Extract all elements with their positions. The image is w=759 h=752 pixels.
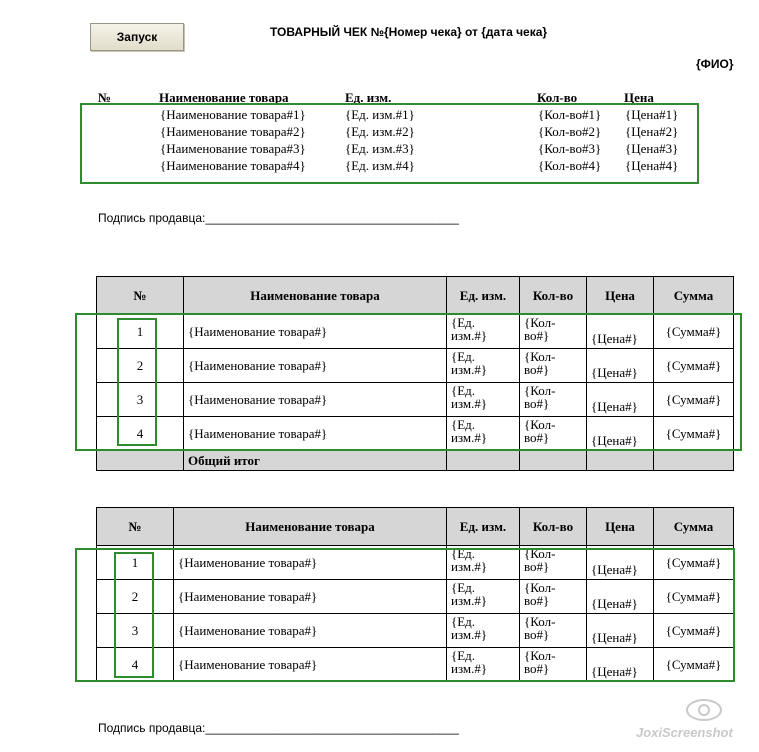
row-sum: {Сумма#} xyxy=(654,417,734,451)
qty-line-1: {Кол- xyxy=(524,349,556,364)
list-header-price: Цена xyxy=(624,90,654,105)
total-sum-cell xyxy=(654,451,734,471)
unit-line-2: изм.#} xyxy=(451,430,488,445)
list-header-unit: Ед. изм. xyxy=(345,90,392,105)
unit-line-1: {Ед. xyxy=(451,417,476,432)
row-name: {Наименование товара#} xyxy=(174,546,447,580)
total-row xyxy=(97,451,734,471)
col-header-num: № xyxy=(97,277,184,315)
list-item-price: {Цена#2} xyxy=(625,124,679,139)
qty-line-2: во#} xyxy=(524,396,550,411)
row-sum: {Сумма#} xyxy=(654,614,734,648)
camera-icon xyxy=(684,697,724,723)
col-header-unit: Ед. изм. xyxy=(447,508,520,546)
list-header-qty: Кол-во xyxy=(537,90,578,105)
row-number: 3 xyxy=(97,614,174,648)
unit-line-2: изм.#} xyxy=(451,362,488,377)
row-price: {Цена#} xyxy=(587,349,654,383)
total-unit-cell xyxy=(447,451,520,471)
qty-line-1: {Кол- xyxy=(524,580,556,595)
row-name: {Наименование товара#} xyxy=(184,383,447,417)
list-header-name: Наименование товара xyxy=(159,90,289,105)
total-price-cell xyxy=(587,451,654,471)
watermark-text: JoxiScreenshot xyxy=(636,725,733,740)
unit-line-2: изм.#} xyxy=(451,396,488,411)
total-num-cell xyxy=(97,451,184,471)
list-item-qty: {Кол-во#3} xyxy=(538,141,602,156)
list-item-unit: {Ед. изм.#2} xyxy=(345,124,415,139)
col-header-qty: Кол-во xyxy=(520,277,587,315)
col-header-sum: Сумма xyxy=(654,277,734,315)
qty-line-2: во#} xyxy=(524,661,550,676)
fio-field: {ФИО} xyxy=(696,57,734,71)
qty-line-1: {Кол- xyxy=(524,383,556,398)
unit-line-1: {Ед. xyxy=(451,383,476,398)
row-sum: {Сумма#} xyxy=(654,349,734,383)
row-price: {Цена#} xyxy=(587,546,654,580)
unit-line-2: изм.#} xyxy=(451,328,488,343)
list-item-qty: {Кол-во#1} xyxy=(538,107,602,122)
row-name: {Наименование товара#} xyxy=(184,417,447,451)
col-header-unit: Ед. изм. xyxy=(447,277,520,315)
list-item-unit: {Ед. изм.#1} xyxy=(345,107,415,122)
document-title: ТОВАРНЫЙ ЧЕК №{Номер чека} от {дата чека} xyxy=(270,25,548,39)
unit-line-2: изм.#} xyxy=(451,627,488,642)
qty-line-1: {Кол- xyxy=(524,648,556,663)
unit-line-1: {Ед. xyxy=(451,315,476,330)
qty-line-2: во#} xyxy=(524,559,550,574)
list-item-name: {Наименование товара#1} xyxy=(160,107,306,122)
qty-line-2: во#} xyxy=(524,328,550,343)
row-price: {Цена#} xyxy=(587,580,654,614)
unit-line-2: изм.#} xyxy=(451,661,488,676)
unit-line-1: {Ед. xyxy=(451,614,476,629)
list-item-price: {Цена#3} xyxy=(625,141,679,156)
row-sum: {Сумма#} xyxy=(654,546,734,580)
row-price: {Цена#} xyxy=(587,417,654,451)
qty-line-2: во#} xyxy=(524,593,550,608)
unit-line-2: изм.#} xyxy=(451,593,488,608)
row-name: {Наименование товара#} xyxy=(184,315,447,349)
unit-line-1: {Ед. xyxy=(451,546,476,561)
list-item-price: {Цена#1} xyxy=(625,107,679,122)
qty-line-2: во#} xyxy=(524,362,550,377)
list-item-name: {Наименование товара#2} xyxy=(160,124,306,139)
qty-line-2: во#} xyxy=(524,430,550,445)
list-item-qty: {Кол-во#2} xyxy=(538,124,602,139)
row-sum: {Сумма#} xyxy=(654,315,734,349)
col-header-num: № xyxy=(97,508,174,546)
row-number: 1 xyxy=(97,546,174,580)
table1-number-highlight xyxy=(117,318,157,446)
qty-line-2: во#} xyxy=(524,627,550,642)
list-item-unit: {Ед. изм.#4} xyxy=(345,158,415,173)
unit-line-2: изм.#} xyxy=(451,559,488,574)
row-price: {Цена#} xyxy=(587,315,654,349)
row-price: {Цена#} xyxy=(587,614,654,648)
col-header-price: Цена xyxy=(587,508,654,546)
unit-line-1: {Ед. xyxy=(451,580,476,595)
row-number: 4 xyxy=(97,648,174,682)
row-sum: {Сумма#} xyxy=(654,383,734,417)
col-header-price: Цена xyxy=(587,277,654,315)
qty-line-1: {Кол- xyxy=(524,417,556,432)
row-number: 2 xyxy=(97,580,174,614)
col-header-name: Наименование товара xyxy=(184,277,447,315)
row-price: {Цена#} xyxy=(587,648,654,682)
unit-line-1: {Ед. xyxy=(451,648,476,663)
row-number: 1 xyxy=(97,315,184,349)
table2-highlight-box xyxy=(75,548,735,682)
list-item-name: {Наименование товара#4} xyxy=(160,158,306,173)
row-number: 4 xyxy=(97,417,184,451)
row-sum: {Сумма#} xyxy=(654,580,734,614)
seller-signature: Подпись продавца:______________________________________ xyxy=(98,211,459,225)
table-header-row xyxy=(97,508,734,546)
qty-line-1: {Кол- xyxy=(524,546,556,561)
row-name: {Наименование товара#} xyxy=(174,580,447,614)
row-number: 3 xyxy=(97,383,184,417)
table-header-row xyxy=(97,277,734,315)
list-header-num: № xyxy=(98,90,112,105)
row-name: {Наименование товара#} xyxy=(174,614,447,648)
list-item-unit: {Ед. изм.#3} xyxy=(345,141,415,156)
row-number: 2 xyxy=(97,349,184,383)
row-name: {Наименование товара#} xyxy=(174,648,447,682)
unit-line-1: {Ед. xyxy=(451,349,476,364)
list-item-price: {Цена#4} xyxy=(625,158,679,173)
row-price: {Цена#} xyxy=(587,383,654,417)
total-label: Общий итог xyxy=(184,451,447,471)
run-button[interactable]: Запуск xyxy=(90,23,184,51)
total-qty-cell xyxy=(520,451,587,471)
col-header-qty: Кол-во xyxy=(520,508,587,546)
table1-highlight-box xyxy=(75,313,742,451)
list-item-name: {Наименование товара#3} xyxy=(160,141,306,156)
seller-signature: Подпись продавца:______________________________________ xyxy=(98,721,459,735)
qty-line-1: {Кол- xyxy=(524,315,556,330)
watermark xyxy=(636,697,754,747)
qty-line-1: {Кол- xyxy=(524,614,556,629)
row-sum: {Сумма#} xyxy=(654,648,734,682)
table2-number-highlight xyxy=(114,552,154,678)
list-item-qty: {Кол-во#4} xyxy=(538,158,602,173)
col-header-name: Наименование товара xyxy=(174,508,447,546)
row-name: {Наименование товара#} xyxy=(184,349,447,383)
col-header-sum: Сумма xyxy=(654,508,734,546)
